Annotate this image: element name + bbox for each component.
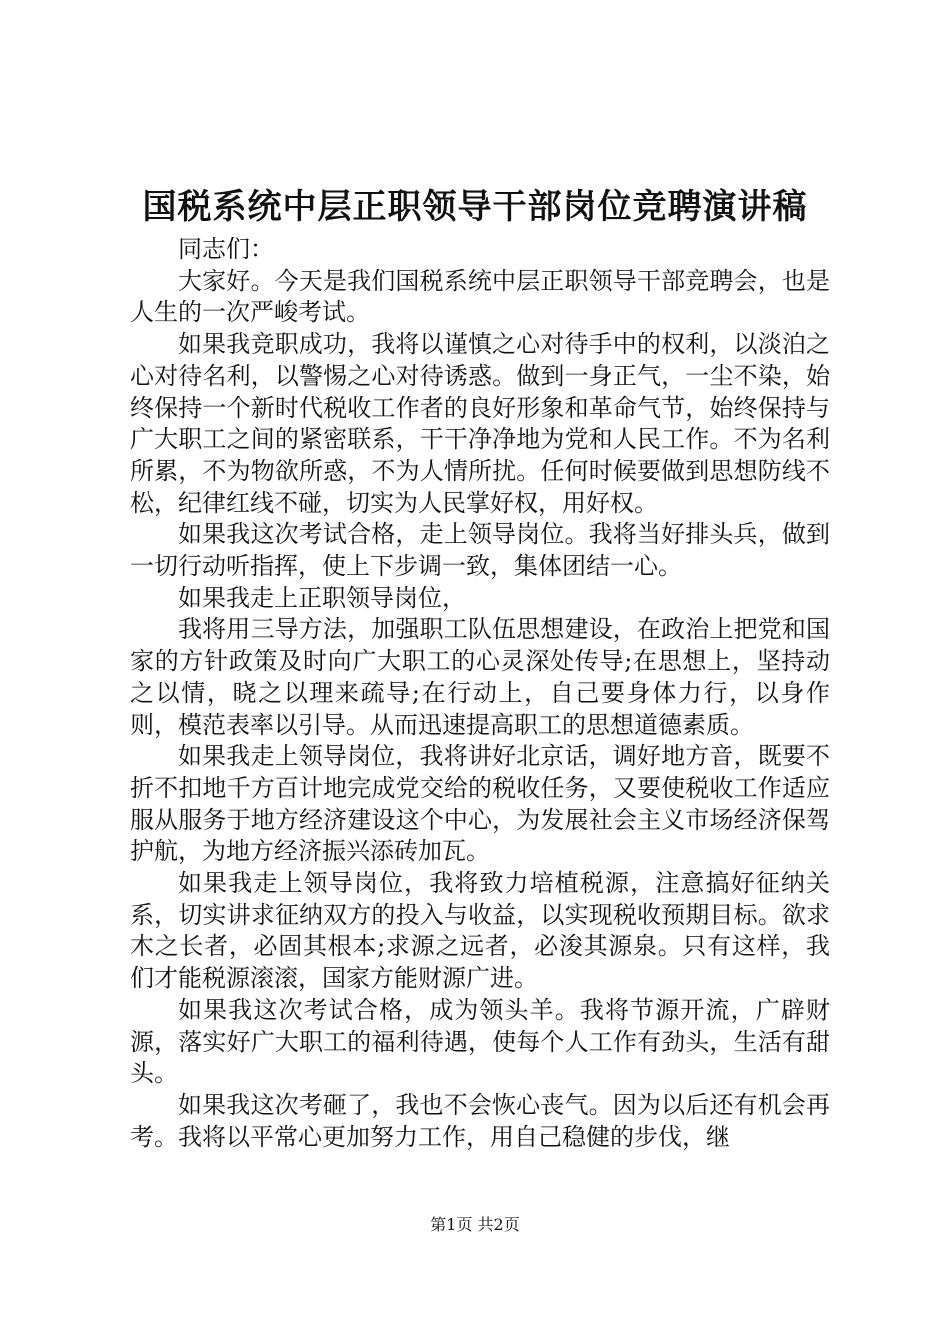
document-title: 国税系统中层正职领导干部岗位竞聘演讲稿 — [142, 187, 808, 227]
paragraph: 如果我走上领导岗位，我将讲好北京话，调好地方音，既要不折不扣地千方百计地完成党交给的税收任务，又要使税收工作适应服从服务于地方经济建设这个中心，为发展社会主义市场经济保驾护航，为地方经济振兴添砖加瓦。 — [130, 742, 830, 866]
paragraph: 如果我走上领导岗位，我将致力培植税源，注意搞好征纳关系，切实讲求征纳双方的投入与收益，以实现税收预期目标。欲求木之长者，必固其根本;求源之远者，必浚其源泉。只有这样，我们才能税源滚滚，国家方能财源广进。 — [130, 869, 830, 993]
paragraph: 如果我这次考砸了，我也不会恢心丧气。因为以后还有机会再考。我将以平常心更加努力工作，用自己稳健的步伐，继 — [130, 1090, 830, 1151]
paragraph: 我将用三导方法，加强职工队伍思想建设，在政治上把党和国家的方针政策及时向广大职工的心灵深处传导;在思想上，坚持动之以情，晓之以理来疏导;在行动上，自己要身体力行，以身作则，模范表率以引导。从而迅速提高职工的思想道德素质。 — [130, 615, 830, 739]
paragraph: 如果我这次考试合格，成为领头羊。我将节源开流，广辟财源，落实好广大职工的福利待遇，使每个人工作有劲头，生活有甜头。 — [130, 995, 830, 1088]
document-body — [130, 234, 830, 1153]
paragraph: 大家好。今天是我们国税系统中层正职领导干部竞聘会，也是人生的一次严峻考试。 — [130, 266, 830, 327]
paragraph: 如果我这次考试合格，走上领导岗位。我将当好排头兵，做到一切行动听指挥，使上下步调一致，集体团结一心。 — [130, 520, 830, 581]
page-footer: 第1页 共2页 — [430, 1215, 520, 1234]
paragraph: 如果我竞职成功，我将以谨慎之心对待手中的权利，以淡泊之心对待名利，以警惕之心对待诱惑。做到一身正气，一尘不染，始终保持一个新时代税收工作者的良好形象和革命气节，始终保持与广大职工之间的紧密联系，干干净净地为党和人民工作。不为名利所累，不为物欲所惑，不为人情所扰。任何时候要做到思想防线不松，纪律红线不碰，切实为人民掌好权，用好权。 — [130, 330, 830, 517]
paragraph: 如果我走上正职领导岗位， — [178, 583, 466, 612]
paragraph-salutation: 同志们： — [178, 235, 274, 263]
